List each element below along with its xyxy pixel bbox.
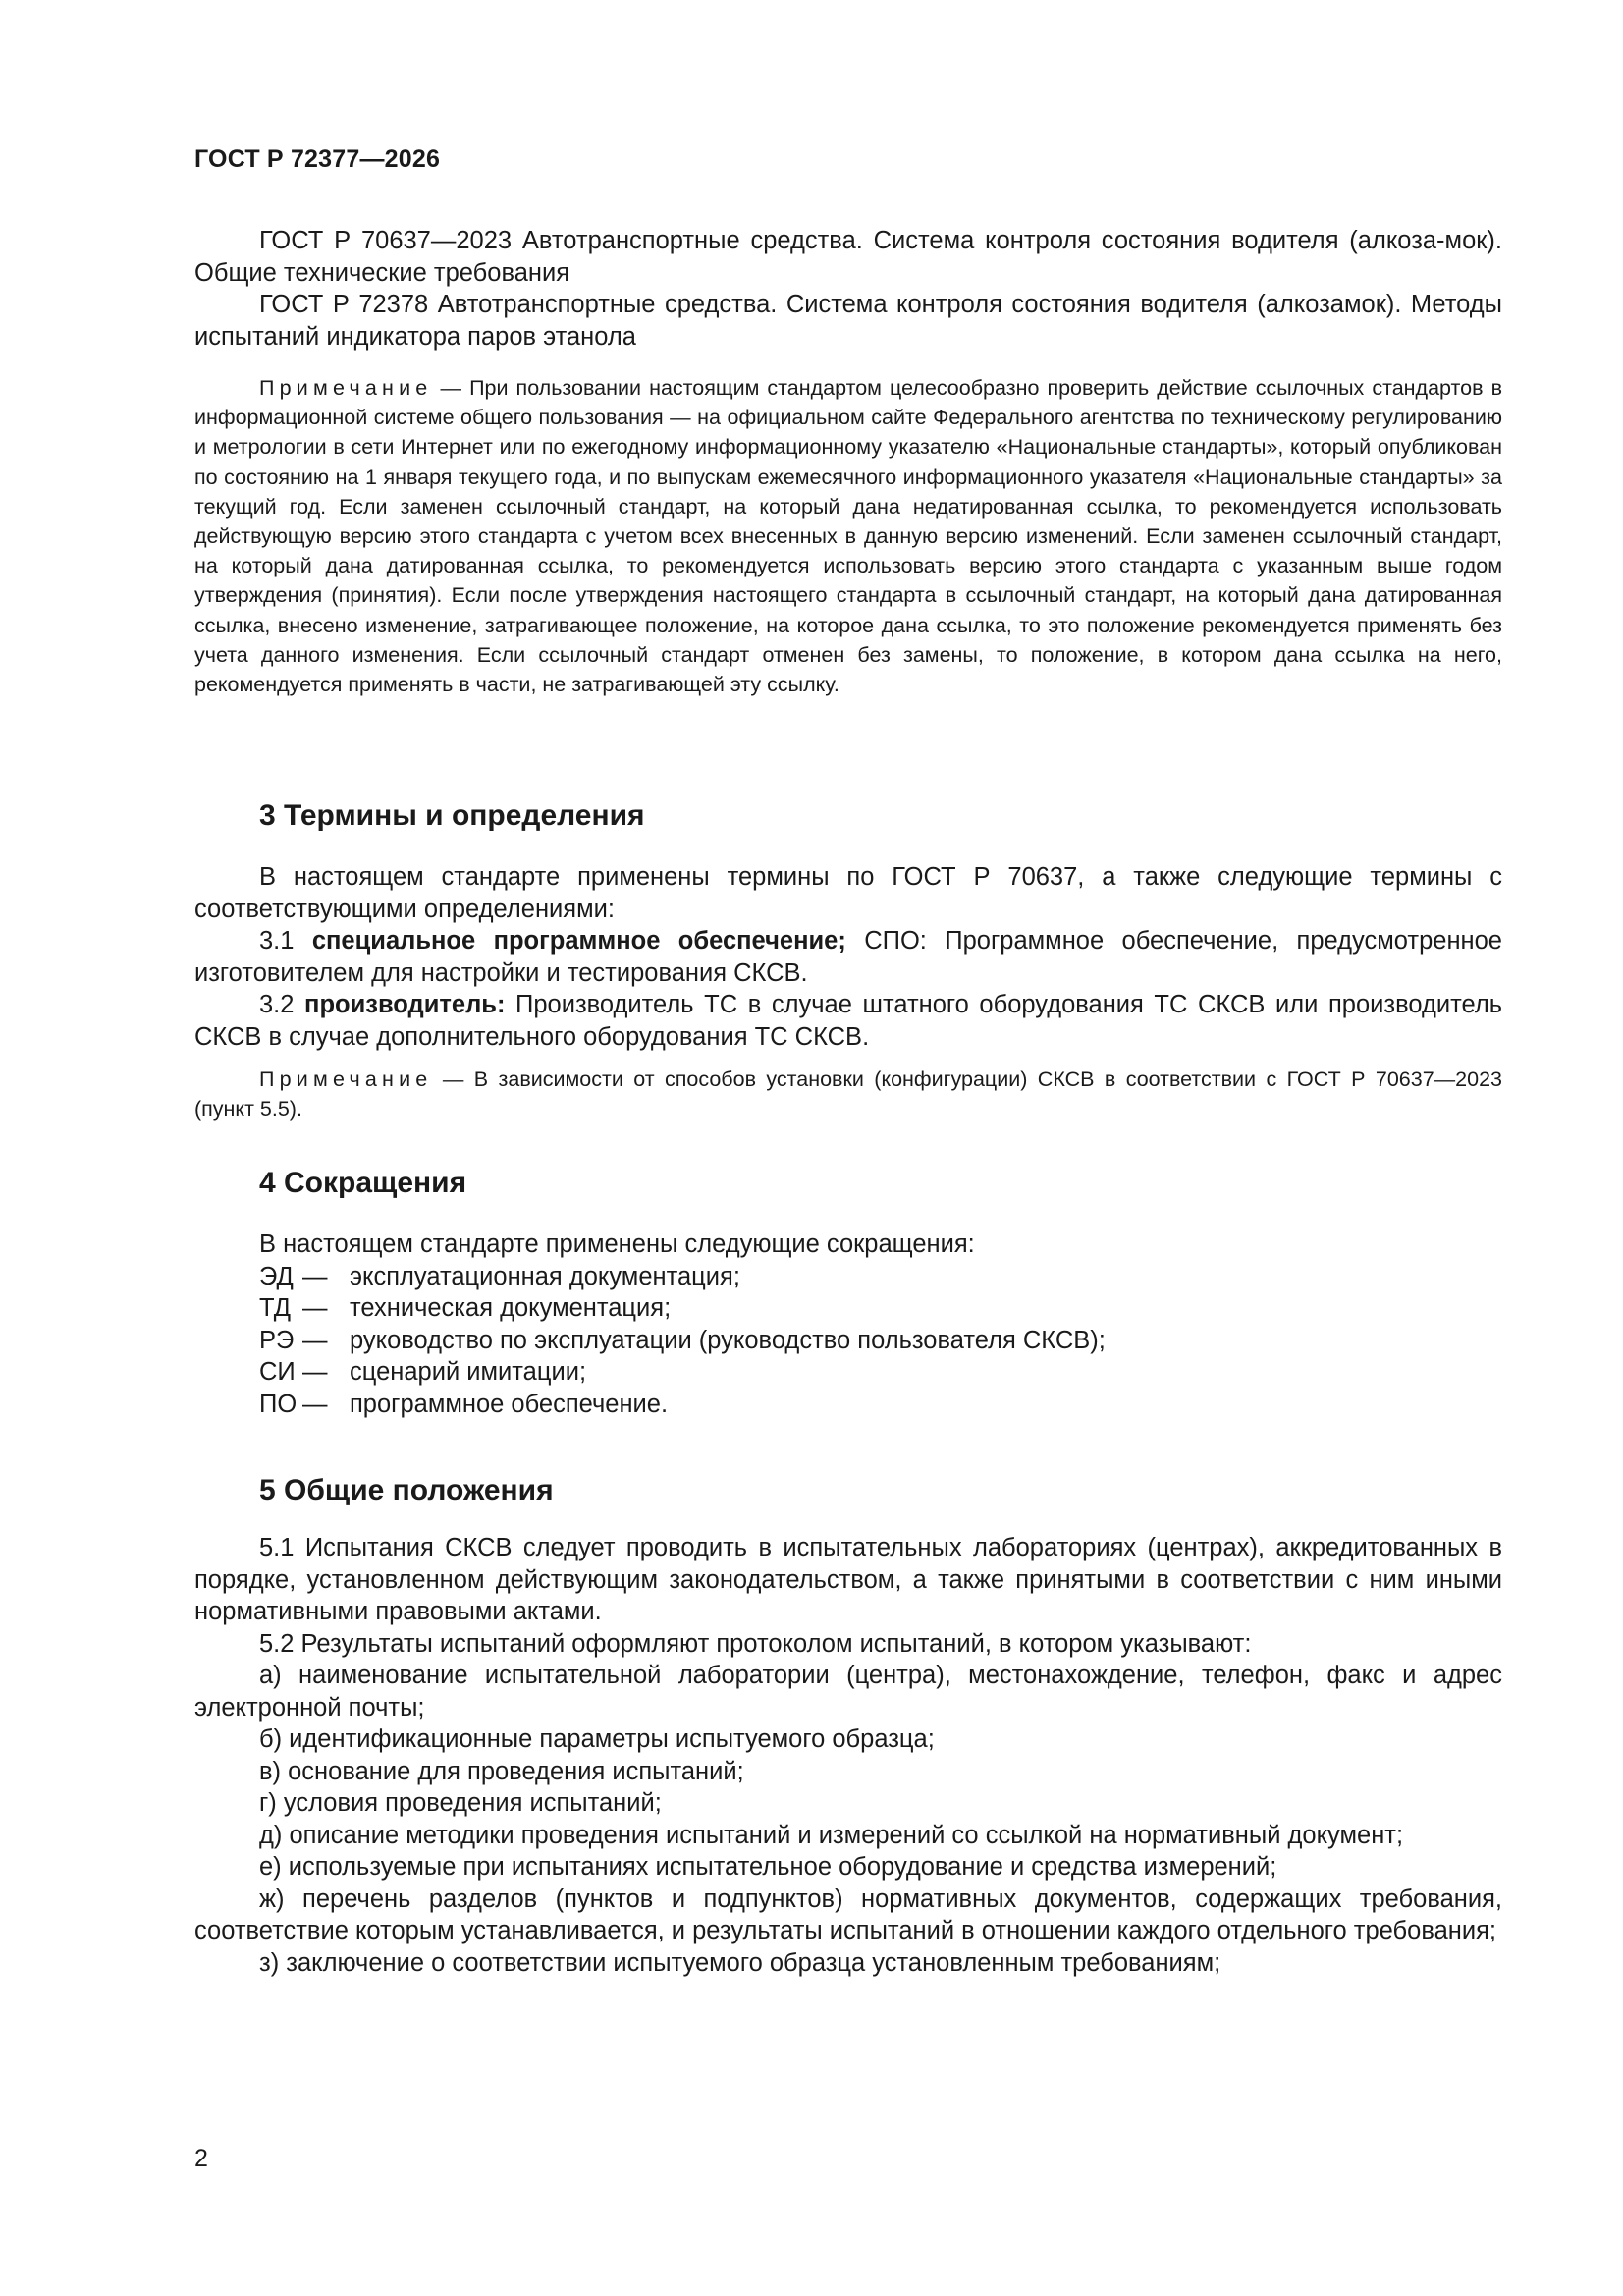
abbreviation-dash: — bbox=[302, 1390, 328, 1418]
abbreviation-item bbox=[194, 1356, 1502, 1389]
note-label: Примечание bbox=[259, 376, 433, 400]
abbreviation-code: ЭД bbox=[259, 1262, 294, 1290]
abbreviation-dash: — bbox=[302, 1326, 328, 1354]
abbreviation-item bbox=[194, 1261, 1502, 1293]
section-heading: 5 Общие положения bbox=[259, 1474, 554, 1506]
clause-5-2: 5.2 Результаты испытаний оформляют протоколом испытаний, в котором указывают: bbox=[259, 1629, 1252, 1658]
section-intro: В настоящем стандарте применены термины по ГОСТ Р 70637, а также следующие термины с соответствующими определениями: bbox=[194, 863, 1502, 923]
abbreviation-dash: — bbox=[302, 1358, 328, 1386]
term-definition bbox=[194, 925, 1502, 989]
note-text: — При пользовании настоящим стандартом целесообразно проверить действие ссылочных стандартов в информационной системе общего пользования — на официальном сайте Федерального агентства по техническому регулированию и метрологии в сети Интернет или по ежегодному информационному указателю «Национальные стандарты», который опубликован по состоянию на 1 января текущего года, и по выпускам ежемесячного информационного указателя «Национальные стандарты» за текущий год. Если заменен ссылочный стандарт, на который дана недатированная ссылка, то рекомендуется использовать действующую версию этого стандарта с учетом всех внесенных в данную версию изменений. Если заменен ссылочный стандарт, на который дана датированная ссылка, то рекомендуется использовать версию этого стандарта с указанным выше годом утверждения (принятия). Если после утверждения настоящего стандарта в ссылочный стандарт, на который дана датированная ссылка, внесено изменение, затрагивающее положение, на которое дана ссылка, то это положение рекомендуется применять без учета данного изменения. Если ссылочный стандарт отменен без замены, то положение, в котором дана ссылка на него, рекомендуется применять в части, не затрагивающей эту ссылку. bbox=[194, 376, 1502, 697]
abbreviation-item bbox=[194, 1389, 1502, 1421]
abbreviation-code: ТД bbox=[259, 1294, 291, 1322]
list-item: б) идентификационные параметры испытуемого образца; bbox=[259, 1725, 935, 1753]
note-paragraph bbox=[194, 373, 1502, 699]
abbreviation-code: РЭ bbox=[259, 1326, 295, 1354]
page-number: 2 bbox=[194, 2145, 208, 2172]
abbreviation-text: сценарий имитации; bbox=[350, 1358, 587, 1386]
term-def: Производитель ТС в случае штатного оборудования ТС СКСВ или производитель СКСВ в случае дополнительного оборудования ТС СКСВ. bbox=[194, 991, 1502, 1051]
list-item: ж) перечень разделов (пунктов и подпунктов) нормативных документов, содержащих требования, соответствие которым устанавливается, и результаты испытаний в отношении каждого отдельного требования; bbox=[194, 1885, 1502, 1944]
abbreviation-text: техническая документация; bbox=[350, 1294, 672, 1322]
section-abbreviations bbox=[194, 1166, 1502, 1420]
abbreviation-code: ПО bbox=[259, 1390, 298, 1418]
reference-item: ГОСТ Р 70637—2023 Автотранспортные средства. Система контроля состояния водителя (алкоза-мок). Общие технические требования bbox=[194, 227, 1502, 287]
abbreviation-text: эксплуатационная документация; bbox=[350, 1262, 740, 1290]
note-paragraph bbox=[194, 1065, 1502, 1123]
term-name: производитель: bbox=[304, 991, 506, 1018]
note-text: — В зависимости от способов установки (конфигурации) СКСВ в соответствии с ГОСТ Р 70637—2023 (пункт 5.5). bbox=[194, 1067, 1502, 1121]
clause-5-1: 5.1 Испытания СКСВ следует проводить в испытательных лабораториях (центрах), аккредитованных в порядке, установленном действующим законодательством, а также принятыми в соответствии с ним иными нормативными правовыми актами. bbox=[194, 1534, 1502, 1625]
abbreviation-item bbox=[194, 1325, 1502, 1357]
list-item: г) условия проведения испытаний; bbox=[259, 1789, 662, 1817]
list-item: а) наименование испытательной лаборатории (центра), местонахождение, телефон, факс и адрес электронной почты; bbox=[194, 1662, 1502, 1722]
abbreviation-code: СИ bbox=[259, 1358, 296, 1386]
section-heading: 3 Термины и определения bbox=[259, 799, 645, 832]
term-definition bbox=[194, 989, 1502, 1053]
term-name: специальное программное обеспечение; bbox=[311, 927, 846, 955]
section-intro: В настоящем стандарте применены следующие сокращения: bbox=[259, 1230, 975, 1258]
reference-item: ГОСТ Р 72378 Автотранспортные средства. Система контроля состояния водителя (алкозамок). Методы испытаний индикатора паров этанола bbox=[194, 291, 1502, 351]
abbreviation-text: руководство по эксплуатации (руководство пользователя СКСВ); bbox=[350, 1326, 1106, 1354]
section-terms bbox=[194, 798, 1502, 1123]
abbreviation-dash: — bbox=[302, 1294, 328, 1322]
list-item: е) используемые при испытаниях испытательное оборудование и средства измерений; bbox=[259, 1853, 1277, 1881]
note-label: Примечание bbox=[259, 1067, 433, 1091]
list-item: д) описание методики проведения испытаний и измерений со ссылкой на нормативный документ; bbox=[259, 1821, 1404, 1849]
section-heading: 4 Сокращения bbox=[259, 1167, 467, 1199]
term-def: СПО: Программное обеспечение, предусмотренное изготовителем для настройки и тестирования СКСВ. bbox=[194, 927, 1502, 987]
note-references bbox=[194, 373, 1502, 699]
normative-references bbox=[194, 225, 1502, 353]
document-id: ГОСТ Р 72377—2026 bbox=[194, 145, 441, 173]
abbreviation-text: программное обеспечение. bbox=[350, 1390, 669, 1418]
list-item: з) заключение о соответствии испытуемого образца установленным требованиям; bbox=[259, 1948, 1221, 1977]
term-number: 3.2 bbox=[259, 991, 305, 1018]
list-item: в) основание для проведения испытаний; bbox=[259, 1757, 744, 1785]
abbreviation-dash: — bbox=[302, 1262, 328, 1290]
section-general-provisions bbox=[194, 1473, 1502, 1979]
abbreviation-item bbox=[194, 1292, 1502, 1325]
term-number: 3.1 bbox=[259, 927, 312, 955]
